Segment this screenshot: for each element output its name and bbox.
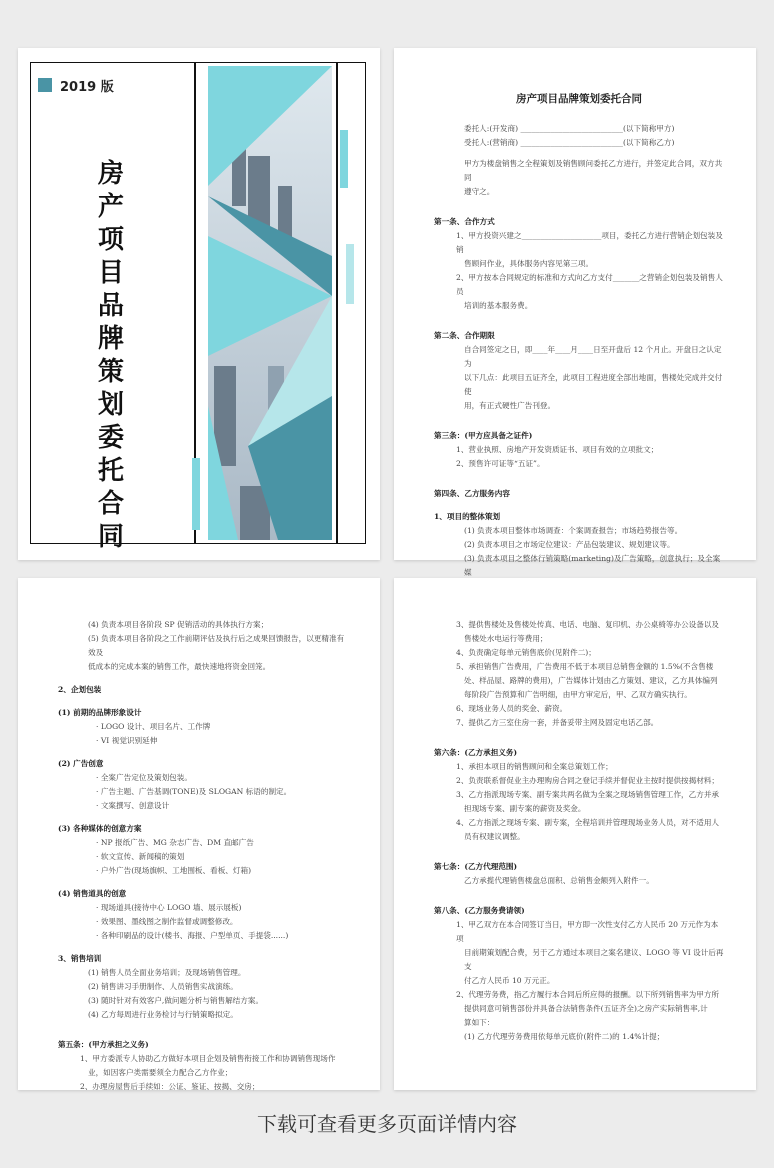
page-text: [58, 618, 348, 1094]
text-line: · 效果图、墨线图之制作监督或调整修改。: [96, 917, 238, 926]
text-line: 低成本的完成本案的销售工作，最快速地将资金回笼。: [88, 662, 271, 671]
text-line: 2、代理劳务费，指乙方履行本合同后所应得的报酬。以下所列销售率为甲方所: [456, 990, 720, 999]
text-line: (2) 广告创意: [58, 759, 104, 768]
text-line: 7、提供乙方三室住房一套，并备妥带主网及固定电话乙部。: [456, 718, 659, 727]
text-line: (3) 负责本项目之整体行销策略(marketing)及广告策略，创意执行；及全案媒: [464, 554, 721, 577]
text-line: (3) 各种媒体的创意方案: [58, 824, 142, 833]
text-line: 2、甲方按本合同规定的标准和方式向乙方支付_______之营销企划包装及销售人员: [456, 273, 723, 296]
text-line: · VI 视觉识别延伸: [96, 736, 158, 745]
text-line: (4) 乙方每周进行业务检讨与行销策略拟定。: [88, 1010, 238, 1019]
accent-bar: [192, 458, 200, 530]
cover-year-badge: 2019 版: [60, 80, 114, 95]
text-line: 售楼处水电运行等费用；: [464, 634, 548, 643]
text-line: 目前期策划配合费，另于乙方通过本项目之案名建议、LOGO 等 VI 设计后再支: [464, 948, 724, 971]
text-line: [434, 150, 724, 157]
text-line: [434, 888, 724, 895]
text-line: 2、办理房屋售后手续如：公证、鉴证、按揭、交房；: [80, 1082, 260, 1091]
page-text: [434, 618, 724, 1044]
text-line: · 广告主题、广告基调(TONE)及 SLOGAN 标语的制定。: [96, 787, 292, 796]
text-line: 1、承担本项目的销售顾问和全案总策划工作；: [456, 762, 613, 771]
text-line: 算如下：: [464, 1018, 495, 1027]
text-line: · NP 报纸广告、MG 杂志广告、DM 直邮广告: [96, 838, 254, 847]
text-line: 遵守之。: [464, 187, 495, 196]
text-line: 第五条：(甲方承担之义务): [58, 1040, 149, 1049]
text-line: · 文案撰写、创意设计: [96, 801, 170, 810]
badge-square: [38, 78, 52, 92]
contract-page-1: [394, 48, 756, 577]
cover-title: 房产项目品牌策划委托合同: [97, 159, 124, 552]
text-line: 第四条、乙方服务内容: [434, 489, 510, 498]
text-line: 4、乙方指派之现场专案、副专案，全程培训并管理现场业务人员，对不适用人: [456, 818, 720, 827]
text-line: (1) 销售人员全面业务培训；及现场销售管理。: [88, 968, 246, 977]
contract-page-3: [394, 578, 756, 1090]
text-line: (1) 乙方代理劳务费用依每单元底价(附件二)的 1.4%计提；: [464, 1032, 665, 1041]
text-line: 4、负责确定每单元销售底价(见附件二)；: [456, 648, 596, 657]
text-line: 第八条、(乙方服务费请领): [434, 906, 525, 915]
text-line: · 户外广告(现场旗帜、工地围板、看板、灯箱): [96, 866, 252, 875]
text-line: 第二条、合作期限: [434, 331, 495, 340]
text-line: 员有权建议调整。: [464, 832, 525, 841]
text-line: 1、甲方委派专人协助乙方做好本项目企划及销售衔接工作和协调销售现场作: [80, 1054, 336, 1063]
text-line: 2、预售许可证等“五证”。: [456, 459, 545, 468]
text-line: 处、样品屋、路牌的费用)，广告媒体计划由乙方策划、建议，乙方具体编列: [464, 676, 718, 685]
text-line: 1、甲方投资兴建之_____________________项目，委托乙方进行营销企划包装及销: [456, 231, 723, 254]
text-line: (3) 随时针对有效客户,做问题分析与销售解结方案。: [88, 996, 264, 1005]
text-line: 第一条、合作方式: [434, 217, 495, 226]
download-hint[interactable]: 下载可查看更多页面详情内容: [257, 1112, 517, 1136]
text-line: [434, 730, 724, 737]
text-line: (1) 前期的品牌形象设计: [58, 708, 142, 717]
cover-artwork: [208, 66, 332, 540]
text-line: · 全案广告定位及策划包装。: [96, 773, 192, 782]
text-line: 第三条：(甲方应具备之证件): [434, 431, 533, 440]
cover-divider-line: [336, 62, 338, 544]
cover-page: [18, 48, 380, 560]
text-line: (2) 销售讲习手册制作、人员销售实战演练。: [88, 982, 238, 991]
text-line: [434, 199, 724, 206]
text-line: 以下几点：此项目五证齐全，此项目工程进度全部出地面，售楼处完成并交付使: [464, 373, 723, 396]
text-line: 2、企划包装: [58, 685, 102, 694]
text-line: (4) 负责本项目各阶段 SP 促销活动的具体执行方案；: [88, 620, 269, 629]
text-line: 提供同意可销售部份并具备合法销售条件(五证齐全)之房产实际销售率,计: [464, 1004, 708, 1013]
text-line: 5、承担销售广告费用，广告费用不低于本项目总销售金额的 1.5%(不含售楼: [456, 662, 714, 671]
text-line: 3、乙方指派现场专案、副专案共两名做为全案之现场销售管理工作，乙方并承: [456, 790, 720, 799]
contract-page-2: [18, 578, 380, 1090]
text-line: 付乙方人民币 10 万元正。: [464, 976, 555, 985]
text-line: · 各种印刷品的设计(楼书、海报、户型单页、手提袋......): [96, 931, 289, 940]
text-line: 第七条：(乙方代理范围): [434, 862, 518, 871]
text-line: 1、甲乙双方在本合同签订当日，甲方即一次性支付乙方人民币 20 万元作为本项: [456, 920, 719, 943]
text-line: 第六条：(乙方承担义务): [434, 748, 518, 757]
text-line: 业，如因客户类需要须全力配合乙方作业；: [88, 1068, 233, 1077]
text-line: 售顾问作业，具体服务内容见第三项。: [464, 259, 594, 268]
text-line: (1) 负责本项目整体市场调查：个案调查报告；市场趋势报告等。: [464, 526, 683, 535]
text-line: 甲方为楼盘销售之全程策划及销售顾问委托乙方进行，并签定此合同，双方共同: [464, 159, 723, 182]
text-line: [434, 471, 724, 478]
text-line: 乙方承揽代理销售楼盘总面积、总销售金额列入附件一。: [464, 876, 654, 885]
accent-bar: [346, 244, 354, 304]
text-line: 2、负责联系督促业主办理购房合同之登记手续并督促业主按时提供按揭材料；: [456, 776, 720, 785]
text-line: 1、项目的整体策划: [434, 512, 501, 521]
text-line: 1、营业执照、房地产开发资质证书、项目有效的立项批文；: [456, 445, 659, 454]
text-line: · 软文宣传、新闻稿的策划: [96, 852, 185, 861]
text-line: [434, 844, 724, 851]
text-line: [58, 1022, 348, 1029]
text-line: 委托人:(开发商) ___________________________(以下简称甲方): [464, 124, 675, 133]
text-line: · 现场道具(接待中心 LOGO 墙、展示展板): [96, 903, 242, 912]
text-line: 自合同签定之日，即____年____月____日至开盘后 12 个月止。开盘日之认定为: [464, 345, 722, 368]
text-line: (2) 负责本项目之市场定位建议：产品包装建议、规划建议等。: [464, 540, 675, 549]
text-line: 3、提供售楼处及售楼处传真、电话、电脑、复印机、办公桌椅等办公设备以及: [456, 620, 720, 629]
page-text: [434, 92, 724, 594]
text-line: 3、销售培训: [58, 954, 102, 963]
text-line: 受托人:(营销商) ___________________________(以下简称乙方): [464, 138, 675, 147]
text-line: 担现场专案、副专案的薪资及奖金。: [464, 804, 586, 813]
text-line: 用，有正式硬性广告刊登。: [464, 401, 556, 410]
text-line: 6、现场业务人员的奖金、薪资。: [456, 704, 568, 713]
contract-title: 房产项目品牌策划委托合同: [516, 93, 642, 105]
accent-bar: [340, 130, 348, 188]
text-line: 培训的基本服务费。: [464, 301, 533, 310]
text-line: 每阶段广告预算和广告明细，由甲方审定后，甲、乙双方确实执行。: [464, 690, 692, 699]
text-line: [434, 413, 724, 420]
text-line: · LOGO 设计、项目名片、工作牌: [96, 722, 211, 731]
text-line: [434, 313, 724, 320]
text-line: (5) 负责本项目各阶段之工作前期评估及执行后之成果回馈报告，以更精准有效及: [88, 634, 345, 657]
text-line: (4) 销售道具的创意: [58, 889, 127, 898]
